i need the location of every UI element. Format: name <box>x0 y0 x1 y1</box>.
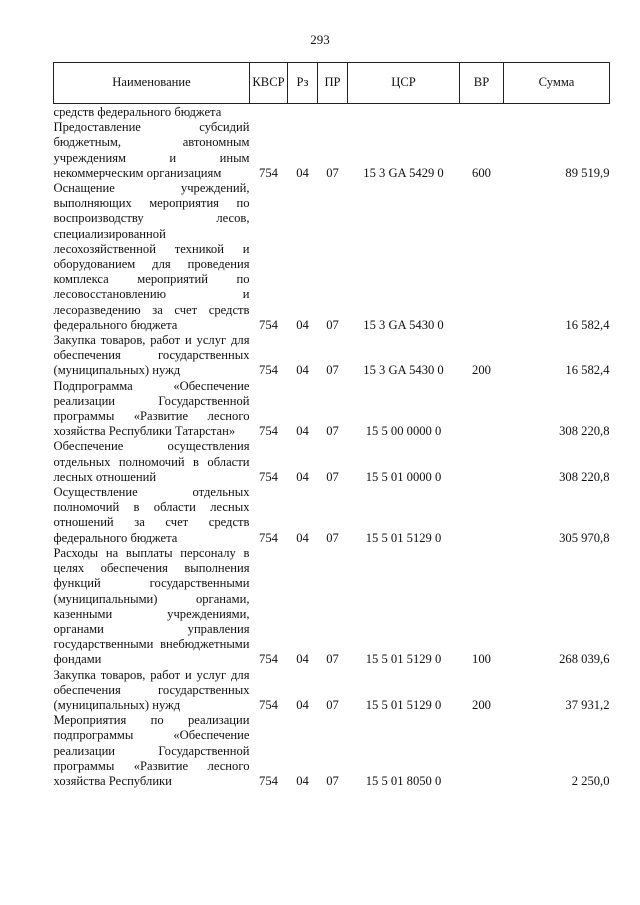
header-kvsr: КВСР <box>250 63 288 104</box>
row-name: Расходы на выплаты персоналу в целях обеспечения выполнения функций государственными (муниципальными) органами, казенными учреждениями, органами управления государственными внебюджетными фондами <box>53 545 250 667</box>
row-sum: 308 220,8 <box>559 469 610 484</box>
table-row <box>54 668 610 714</box>
row-kvsr: 754 <box>259 773 278 788</box>
row-vr: 600 <box>472 165 491 180</box>
row-pr: 07 <box>326 773 339 788</box>
table-row <box>54 120 610 181</box>
row-pr: 07 <box>326 165 339 180</box>
row-sum: 268 039,6 <box>559 652 610 667</box>
header-rz: Рз <box>288 63 318 104</box>
row-rz: 04 <box>296 697 309 712</box>
row-sum: 308 220,8 <box>559 424 610 439</box>
header-vr: ВР <box>460 63 504 104</box>
row-sum: 16 582,4 <box>565 317 610 332</box>
header-pr: ПР <box>318 63 348 104</box>
table-row <box>54 379 610 440</box>
row-vr <box>460 485 504 546</box>
row-csr: 15 3 GA 5430 0 <box>363 317 444 332</box>
row-vr: 200 <box>472 363 491 378</box>
row-sum: 2 250,0 <box>571 773 610 788</box>
row-sum: 305 970,8 <box>559 530 610 545</box>
table-row <box>54 485 610 546</box>
row-rz: 04 <box>296 165 309 180</box>
row-name: Обеспечение осуществления отдельных полномочий в области лесных отношений <box>53 439 250 484</box>
table-header-row <box>54 63 610 104</box>
row-sum: 89 519,9 <box>565 165 610 180</box>
table-row <box>54 181 610 333</box>
row-name: Подпрограмма «Обеспечение реализации Государственной программы «Развитие лесного хозяйства Республики Татарстан» <box>53 378 250 439</box>
row-rz: 04 <box>296 317 309 332</box>
row-rz: 04 <box>296 530 309 545</box>
row-name: Предоставление субсидий бюджетным, автономным учреждениям и иным некоммерческим организациям <box>53 120 250 180</box>
row-name: Осуществление отдельных полномочий в области лесных отношений за счет средств федерального бюджета <box>53 485 250 545</box>
row-sum: 16 582,4 <box>565 363 610 378</box>
header-sum: Сумма <box>504 63 610 104</box>
row-pr: 07 <box>326 530 339 545</box>
row-name: Мероприятия по реализации подпрограммы «Обеспечение реализации Государственной программы «Развитие лесного хозяйства Республики <box>53 713 250 788</box>
row-name: Закупка товаров, работ и услуг для обеспечения государственных (муниципальных) нужд <box>53 667 250 712</box>
row-pr: 07 <box>326 317 339 332</box>
row-csr: 15 5 00 0000 0 <box>365 424 442 439</box>
table-row <box>54 713 610 789</box>
row-kvsr: 754 <box>259 363 278 378</box>
row-kvsr: 754 <box>259 165 278 180</box>
row-vr <box>460 379 504 440</box>
row-kvsr: 754 <box>259 424 278 439</box>
row-sum: 37 931,2 <box>565 697 610 712</box>
row-kvsr: 754 <box>259 317 278 332</box>
continuation-text: средств федерального бюджета <box>53 105 222 119</box>
row-kvsr: 754 <box>259 530 278 545</box>
page-number: 293 <box>310 32 330 47</box>
row-kvsr: 754 <box>259 652 278 667</box>
row-rz: 04 <box>296 773 309 788</box>
row-kvsr: 754 <box>259 697 278 712</box>
row-pr: 07 <box>326 424 339 439</box>
row-pr: 07 <box>326 697 339 712</box>
table-row <box>54 439 610 485</box>
row-kvsr: 754 <box>259 469 278 484</box>
row-rz: 04 <box>296 363 309 378</box>
row-pr: 07 <box>326 363 339 378</box>
row-vr <box>460 439 504 485</box>
row-csr: 15 5 01 0000 0 <box>365 469 442 484</box>
row-csr: 15 3 GA 5430 0 <box>363 363 444 378</box>
row-vr <box>460 713 504 789</box>
row-name: Закупка товаров, работ и услуг для обеспечения государственных (муниципальных) нужд <box>53 333 250 378</box>
row-csr: 15 5 01 5129 0 <box>365 530 442 545</box>
row-csr: 15 5 01 5129 0 <box>365 652 442 667</box>
row-csr: 15 5 01 5129 0 <box>365 697 442 712</box>
row-pr: 07 <box>326 652 339 667</box>
row-name: Оснащение учреждений, выполняющих мероприятия по воспроизводству лесов, специализированной лесохозяйственной техникой и оборудованием для проведения комплекса мероприятий по лесовосстановлению и лесоразведению за счет средств федерального бюджета <box>53 181 250 332</box>
row-rz: 04 <box>296 469 309 484</box>
table-row <box>54 333 610 379</box>
row-csr: 15 3 GA 5429 0 <box>363 165 444 180</box>
row-vr: 200 <box>472 697 491 712</box>
continuation-row <box>54 104 610 121</box>
table-row <box>54 546 610 668</box>
header-name: Наименование <box>54 63 250 104</box>
budget-table <box>53 62 610 789</box>
row-rz: 04 <box>296 424 309 439</box>
row-vr: 100 <box>472 652 491 667</box>
row-rz: 04 <box>296 652 309 667</box>
header-csr: ЦСР <box>348 63 460 104</box>
row-pr: 07 <box>326 469 339 484</box>
row-csr: 15 5 01 8050 0 <box>365 773 442 788</box>
row-vr <box>460 181 504 333</box>
